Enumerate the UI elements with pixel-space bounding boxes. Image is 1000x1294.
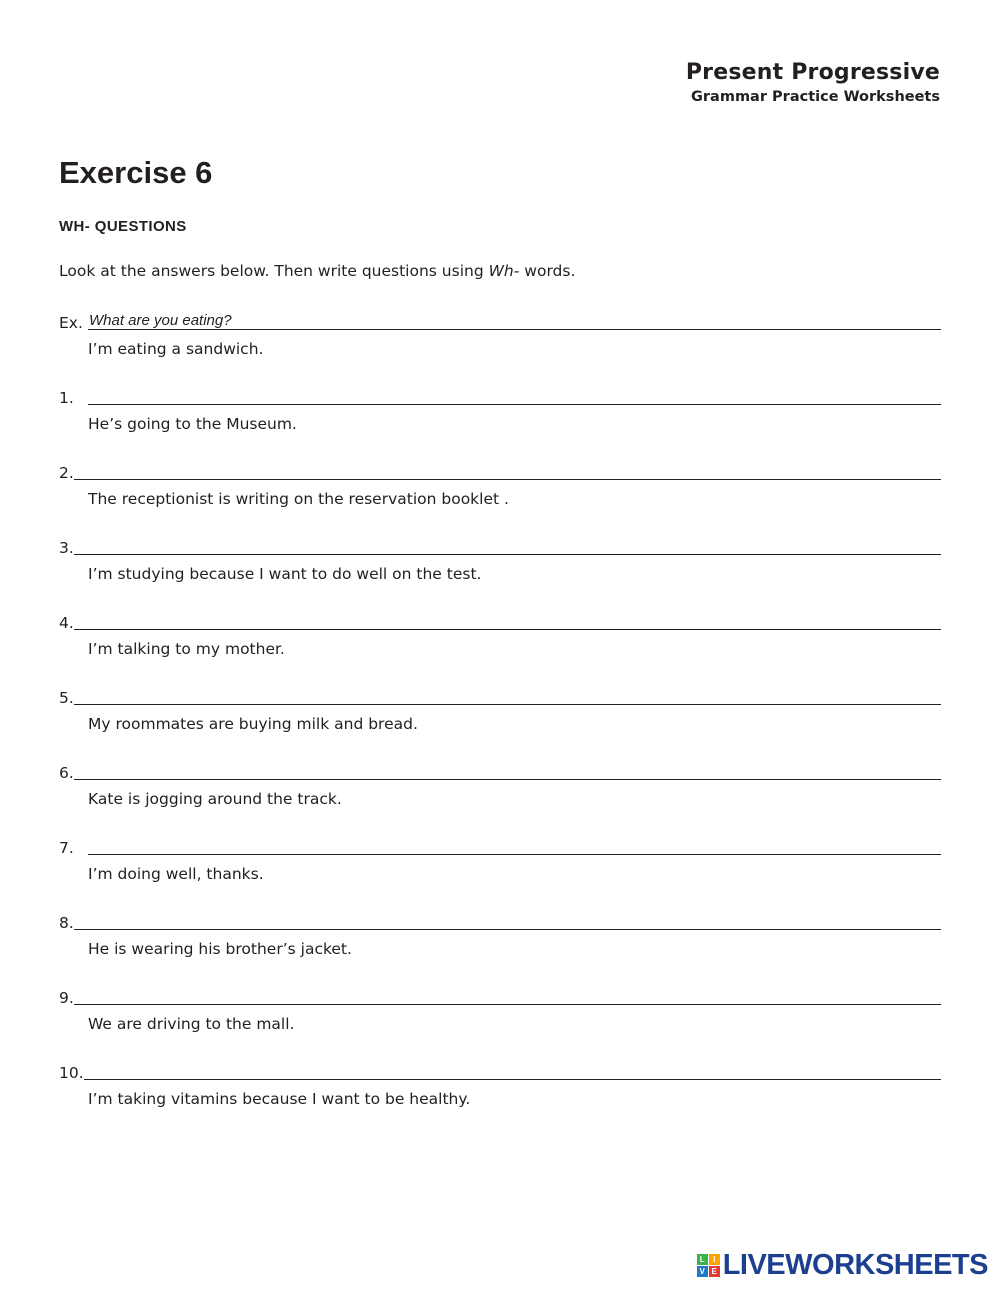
logo-letter-e: E — [709, 1266, 720, 1277]
brand-name: LIVEWORKSHEETS — [722, 1249, 988, 1281]
logo-letter-i: I — [709, 1254, 720, 1265]
question-number: 10. — [59, 1064, 84, 1082]
liveworksheets-logo-icon — [697, 1254, 720, 1277]
question-row-7 — [59, 835, 941, 855]
example-answer-line — [88, 329, 941, 330]
question-number: 9. — [59, 989, 74, 1007]
logo-letter-v: V — [697, 1266, 708, 1277]
answer-5: My roommates are buying milk and bread. — [88, 715, 418, 733]
question-input-2[interactable] — [74, 479, 941, 480]
answer-7: I’m doing well, thanks. — [88, 865, 264, 883]
header-title: Present Progressive — [685, 60, 940, 85]
header-subtitle: Grammar Practice Worksheets — [691, 89, 940, 105]
answer-8: He is wearing his brother’s jacket. — [88, 940, 352, 958]
question-input-6[interactable] — [74, 779, 941, 780]
question-input-10[interactable] — [84, 1079, 941, 1080]
instruction — [59, 262, 575, 280]
question-number: 2. — [59, 464, 74, 482]
example-question: What are you eating? — [89, 312, 232, 329]
question-number: 6. — [59, 764, 74, 782]
liveworksheets-brand[interactable] — [697, 1249, 988, 1282]
question-number: 3. — [59, 539, 74, 557]
question-row-8 — [59, 910, 941, 930]
question-number: 5. — [59, 689, 74, 707]
instruction-text-end: words. — [519, 262, 576, 280]
question-row-9 — [59, 985, 941, 1005]
question-input-4[interactable] — [74, 629, 941, 630]
answer-6: Kate is jogging around the track. — [88, 790, 342, 808]
answer-10: I’m taking vitamins because I want to be healthy. — [88, 1090, 471, 1108]
example-label: Ex. — [59, 314, 83, 332]
answer-2: The receptionist is writing on the reservation booklet . — [88, 490, 509, 508]
exercise-title: Exercise 6 — [59, 155, 213, 190]
question-input-5[interactable] — [74, 704, 941, 705]
question-row-6 — [59, 760, 941, 780]
question-input-7[interactable] — [88, 854, 941, 855]
example-row — [59, 310, 941, 330]
question-input-8[interactable] — [74, 929, 941, 930]
question-input-9[interactable] — [74, 1004, 941, 1005]
question-row-3 — [59, 535, 941, 555]
answer-9: We are driving to the mall. — [88, 1015, 295, 1033]
question-row-4 — [59, 610, 941, 630]
question-row-1 — [59, 385, 941, 405]
logo-letter-l: L — [697, 1254, 708, 1265]
worksheet-header — [686, 60, 940, 105]
example-answer: I’m eating a sandwich. — [88, 340, 264, 358]
question-number: 8. — [59, 914, 74, 932]
question-input-3[interactable] — [74, 554, 941, 555]
question-number: 4. — [59, 614, 74, 632]
instruction-emphasis: Wh- — [488, 262, 520, 280]
question-row-10 — [59, 1060, 941, 1080]
question-row-2 — [59, 460, 941, 480]
instruction-text-start: Look at the answers below. Then write questions using — [59, 262, 489, 280]
question-row-5 — [59, 685, 941, 705]
answer-3: I’m studying because I want to do well on the test. — [88, 565, 482, 583]
answer-4: I’m talking to my mother. — [88, 640, 285, 658]
question-number: 1. — [59, 389, 74, 407]
answer-1: He’s going to the Museum. — [88, 415, 297, 433]
question-input-1[interactable] — [88, 404, 941, 405]
question-number: 7. — [59, 839, 74, 857]
section-heading: WH- QUESTIONS — [59, 218, 187, 235]
